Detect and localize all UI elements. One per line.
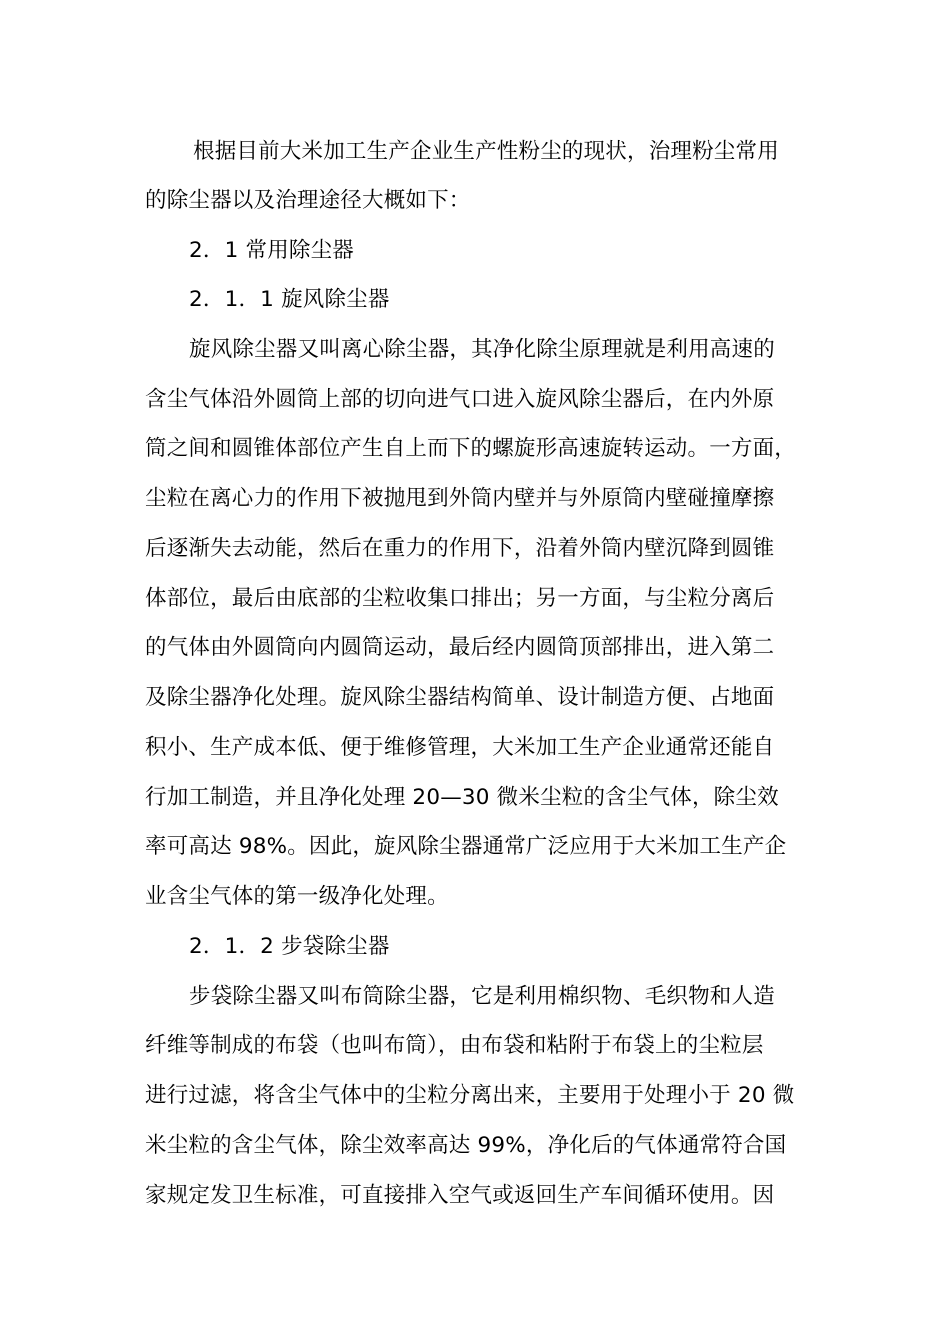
text-line-13: 积小、生产成本低、便于维修管理，大米加工生产企业通常还能自: [145, 735, 775, 760]
text-line-19: 纤维等制成的布袋（也叫布筒），由布袋和粘附于布袋上的尘粒层: [145, 1033, 764, 1058]
section-heading-2-1-2: 2．1．2 步袋除尘器: [189, 934, 390, 959]
text-line-22: 家规定发卫生标准，可直接排入空气或返回生产车间循环使用。因: [145, 1183, 775, 1208]
section-heading-2-1-1: 2．1．1 旋风除尘器: [189, 287, 390, 312]
text-line-16: 业含尘气体的第一级净化处理。: [145, 884, 449, 909]
section-heading-2-1: 2．1 常用除尘器: [189, 238, 354, 263]
text-line-12: 及除尘器净化处理。旋风除尘器结构简单、设计制造方便、占地面: [145, 685, 775, 710]
text-line-20: 进行过滤，将含尘气体中的尘粒分离出来，主要用于处理小于 20 微: [145, 1083, 795, 1108]
text-line-15: 率可高达 98%。因此，旋风除尘器通常广泛应用于大米加工生产企: [145, 834, 787, 859]
text-line-14: 行加工制造，并且净化处理 20—30 微米尘粒的含尘气体，除尘效: [145, 785, 779, 810]
text-line-10: 体部位，最后由底部的尘粒收集口排出；另一方面，与尘粒分离后: [145, 586, 775, 611]
text-line-5: 旋风除尘器又叫离心除尘器，其净化除尘原理就是利用高速的: [189, 337, 775, 362]
text-line-6: 含尘气体沿外圆筒上部的切向进气口进入旋风除尘器后，在内外原: [145, 387, 775, 412]
text-line-8: 尘粒在离心力的作用下被抛甩到外筒内壁并与外原筒内壁碰撞摩擦: [145, 486, 775, 511]
text-line-11: 的气体由外圆筒向内圆筒运动，最后经内圆筒顶部排出，进入第二: [145, 635, 775, 660]
text-line-7: 筒之间和圆锥体部位产生自上而下的螺旋形高速旋转运动。一方面，: [145, 436, 797, 461]
text-line-1: 根据目前大米加工生产企业生产性粉尘的现状，治理粉尘常用: [193, 139, 779, 164]
text-line-9: 后逐渐失去动能，然后在重力的作用下，沿着外筒内壁沉降到圆锥: [145, 536, 775, 561]
text-line-21: 米尘粒的含尘气体，除尘效率高达 99%，净化后的气体通常符合国: [145, 1133, 787, 1158]
text-line-2: 的除尘器以及治理途径大概如下：: [145, 188, 471, 213]
text-line-18: 步袋除尘器又叫布筒除尘器，它是利用棉织物、毛织物和人造: [189, 984, 775, 1009]
